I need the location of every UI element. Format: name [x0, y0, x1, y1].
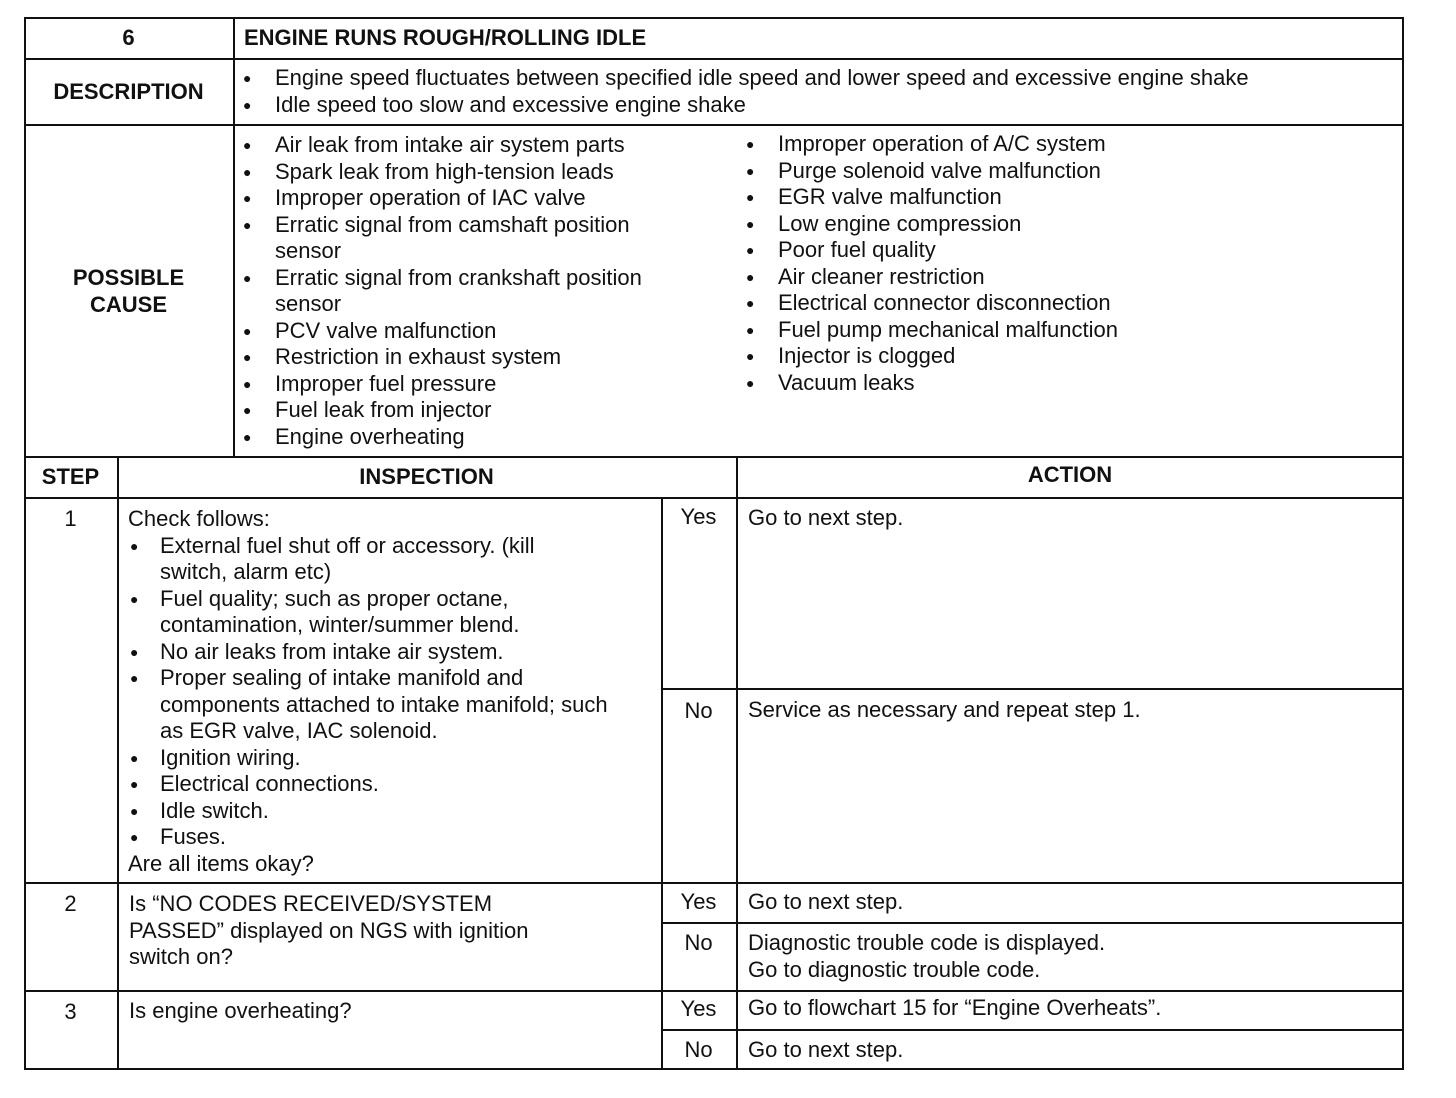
- list-item: ● Low engine compression: [746, 211, 1118, 238]
- list-item: ● Idle speed too slow and excessive engine shake: [243, 92, 1249, 119]
- step-number: 1: [64, 506, 77, 531]
- divider: [661, 688, 1404, 690]
- list-item: ● Engine speed fluctuates between specified idle speed and lower speed and excessive engine shake: [243, 65, 1249, 92]
- list-item: ● No air leaks from intake air system.: [130, 639, 648, 666]
- list-item: ● Fuel quality; such as proper octane, contamination, winter/summer blend.: [130, 586, 590, 639]
- divider: [661, 497, 663, 1070]
- description-list: [243, 65, 1249, 118]
- list-item: ● Proper sealing of intake manifold and components attached to intake manifold; such as EGR valve, IAC solenoid.: [130, 665, 610, 745]
- divider: [661, 922, 1404, 924]
- chart-number: 6: [122, 25, 135, 50]
- divider: [24, 124, 1404, 126]
- yes-action: Go to flowchart 15 for “Engine Overheats”.: [748, 995, 1162, 1020]
- list-item: ● EGR valve malfunction: [746, 184, 1118, 211]
- no-label: No: [684, 930, 713, 955]
- list-item: ● Engine overheating: [243, 424, 713, 451]
- divider: [233, 17, 235, 457]
- list-item: ● Electrical connections.: [130, 771, 648, 798]
- possible-cause-left-list: [243, 132, 713, 450]
- list-item: ● Air cleaner restriction: [746, 264, 1118, 291]
- list-item: ● Erratic signal from crankshaft position sensor: [243, 265, 695, 318]
- possible-cause-label-line: POSSIBLE: [72, 265, 185, 290]
- inspection-list: [130, 533, 648, 851]
- divider: [736, 456, 738, 1070]
- list-item: ● Fuel leak from injector: [243, 397, 713, 424]
- column-header-action: ACTION: [1027, 462, 1113, 487]
- divider: [24, 456, 1404, 458]
- list-item: ● Ignition wiring.: [130, 745, 648, 772]
- possible-cause-label: [24, 265, 233, 318]
- chart-title: ENGINE RUNS ROUGH/ROLLING IDLE: [244, 25, 647, 50]
- column-header-inspection: INSPECTION: [359, 464, 494, 489]
- divider: [24, 497, 1404, 499]
- list-item: ● PCV valve malfunction: [243, 318, 713, 345]
- inspection-question: Are all items okay?: [128, 850, 314, 876]
- no-action: Go to next step.: [748, 1037, 904, 1062]
- no-action: [748, 930, 1105, 983]
- possible-cause-right-list: [746, 131, 1118, 396]
- list-item: ● Poor fuel quality: [746, 237, 1118, 264]
- yes-label: Yes: [680, 996, 717, 1021]
- divider: [24, 882, 1404, 884]
- list-item: ● Fuel pump mechanical malfunction: [746, 317, 1118, 344]
- possible-cause-label-line: CAUSE: [89, 291, 167, 317]
- step-3-inspection: Is engine overheating?: [129, 998, 352, 1023]
- list-item: ● Electrical connector disconnection: [746, 290, 1118, 317]
- yes-label: Yes: [680, 504, 717, 529]
- list-item: ● Erratic signal from camshaft position sensor: [243, 212, 675, 265]
- yes-action: Go to next step.: [748, 505, 904, 530]
- list-item: ● Improper operation of IAC valve: [243, 185, 713, 212]
- no-action-line: Diagnostic trouble code is displayed.: [748, 930, 1106, 955]
- list-item: ● Vacuum leaks: [746, 370, 1118, 397]
- description-label: DESCRIPTION: [53, 79, 204, 104]
- no-action: Service as necessary and repeat step 1.: [748, 697, 1141, 722]
- no-label: No: [684, 698, 713, 723]
- list-item: ● Injector is clogged: [746, 343, 1118, 370]
- list-item: ● Improper fuel pressure: [243, 371, 713, 398]
- step-number: 2: [64, 891, 77, 916]
- divider: [24, 58, 1404, 60]
- list-item: ● Improper operation of A/C system: [746, 131, 1118, 158]
- list-item: ● Fuses.: [130, 824, 648, 851]
- no-label: No: [684, 1037, 713, 1062]
- column-header-step: STEP: [41, 464, 100, 489]
- step-1-inspection: [128, 506, 648, 877]
- list-item: ● Spark leak from high-tension leads: [243, 159, 713, 186]
- list-item: ● Restriction in exhaust system: [243, 344, 713, 371]
- list-item: ● Idle switch.: [130, 798, 648, 825]
- yes-action: Go to next step.: [748, 889, 904, 914]
- list-item: ● Purge solenoid valve malfunction: [746, 158, 1118, 185]
- no-action-line: Go to diagnostic trouble code.: [748, 956, 1041, 982]
- yes-label: Yes: [680, 889, 717, 914]
- step-2-inspection: Is “NO CODES RECEIVED/SYSTEM PASSED” displayed on NGS with ignition switch on?: [129, 891, 529, 969]
- inspection-intro: Check follows:: [128, 506, 270, 531]
- list-item: ● External fuel shut off or accessory. (kill switch, alarm etc): [130, 533, 590, 586]
- divider: [117, 456, 119, 1070]
- divider: [24, 990, 1404, 992]
- divider: [661, 1029, 1404, 1031]
- step-number: 3: [64, 999, 77, 1024]
- list-item: ● Air leak from intake air system parts: [243, 132, 713, 159]
